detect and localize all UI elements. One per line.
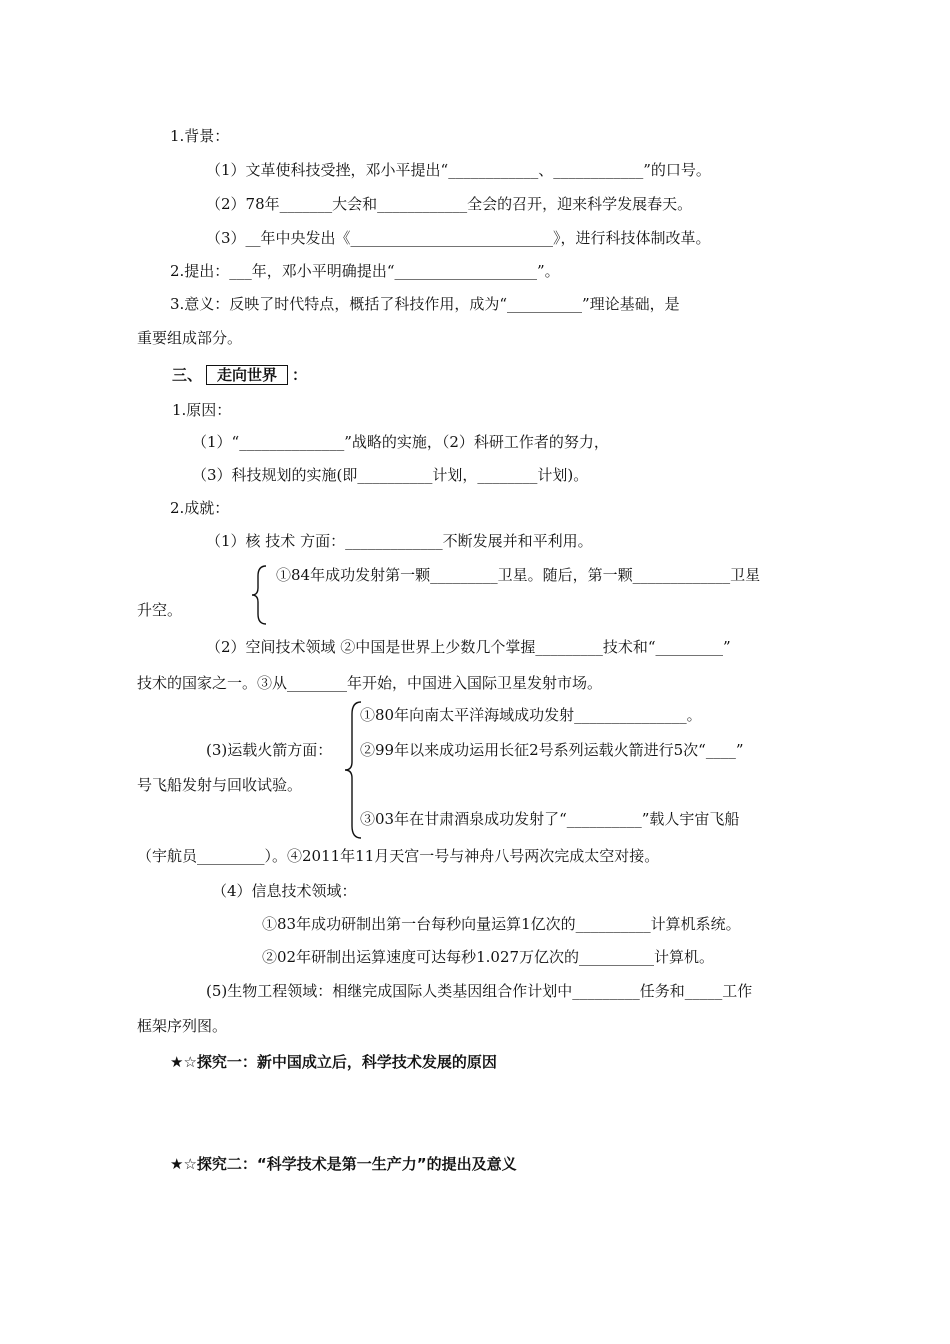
- bio-engineering-line: (5)生物工程领域：相继完成国际人类基因组合作计划中_________任务和_____工作: [206, 982, 753, 1000]
- section-number: 三、: [172, 366, 203, 384]
- achievement-nuclear: （1）核 技术 方面：_____________不断发展并和平利用。: [206, 532, 593, 550]
- rocket-heading: (3)运载火箭方面：: [206, 741, 333, 759]
- significance-line-cont: 重要组成部分。: [137, 329, 243, 347]
- section-title-box: 走向世界: [206, 365, 288, 385]
- rocket-item-3-cont: （宇航员_________）。④2011年11月天宫一号与神舟八号两次完成太空对接。: [137, 847, 660, 865]
- background-item-3: （3）__年中央发出《___________________________》，进行科技体制改革。: [206, 229, 711, 247]
- reason-heading: 1.原因：: [172, 401, 232, 419]
- background-heading: 1.背景：: [170, 127, 230, 145]
- reason-item-2: （3）科技规划的实施(即__________计划，________计划)。: [192, 466, 589, 484]
- reason-item-1: （1）“______________”战略的实施，（2）科研工作者的努力，: [192, 433, 609, 451]
- section-three-heading: [172, 365, 307, 385]
- info-tech-item-2: ②02年研制出运算速度可达每秒1.027万亿次的__________计算机。: [262, 948, 715, 966]
- proposal-line: 2.提出：___年，邓小平明确提出“___________________”。: [170, 262, 560, 280]
- space-item-1-cont: 升空。: [137, 601, 183, 619]
- rocket-item-3: ③03年在甘肃酒泉成功发射了“__________”载人宇宙飞船: [360, 810, 740, 828]
- background-item-2: （2）78年_______大会和____________全会的召开，迎来科学发展春天。: [206, 195, 693, 213]
- info-tech-item-1: ①83年成功研制出第一台每秒向量运算1亿次的__________计算机系统。: [262, 915, 741, 933]
- rocket-item-1: ①80年向南太平洋海域成功发射_______________。: [360, 706, 702, 724]
- space-item-1: ①84年成功发射第一颗_________卫星。随后，第一颗_____________卫星: [276, 566, 761, 584]
- section-colon: ：: [292, 366, 308, 384]
- achievement-heading: 2.成就：: [170, 499, 230, 517]
- explore-one-heading: ★☆探究一：新中国成立后，科学技术发展的原因: [170, 1053, 497, 1071]
- space-item-2: （2）空间技术领域 ②中国是世界上少数几个掌握_________技术和“_________”: [206, 638, 731, 656]
- explore-two-heading: ★☆探究二：“科学技术是第一生产力”的提出及意义: [170, 1155, 517, 1173]
- significance-line: 3.意义：反映了时代特点，概括了科技作用，成为“__________”理论基础，是: [170, 295, 680, 313]
- background-item-1: （1）文革使科技受挫，邓小平提出“____________、____________”的口号。: [206, 161, 711, 179]
- info-tech-heading: （4）信息技术领域：: [212, 882, 357, 900]
- space-brace-icon: [250, 564, 268, 626]
- bio-engineering-cont: 框架序列图。: [137, 1017, 228, 1035]
- space-item-2-cont: 技术的国家之一。③从________年开始，中国进入国际卫星发射市场。: [137, 674, 603, 692]
- rocket-item-2-cont: 号飞船发射与回收试验。: [137, 776, 303, 794]
- rocket-item-2: ②99年以来成功运用长征2号系列运载火箭进行5次“____”: [360, 741, 744, 759]
